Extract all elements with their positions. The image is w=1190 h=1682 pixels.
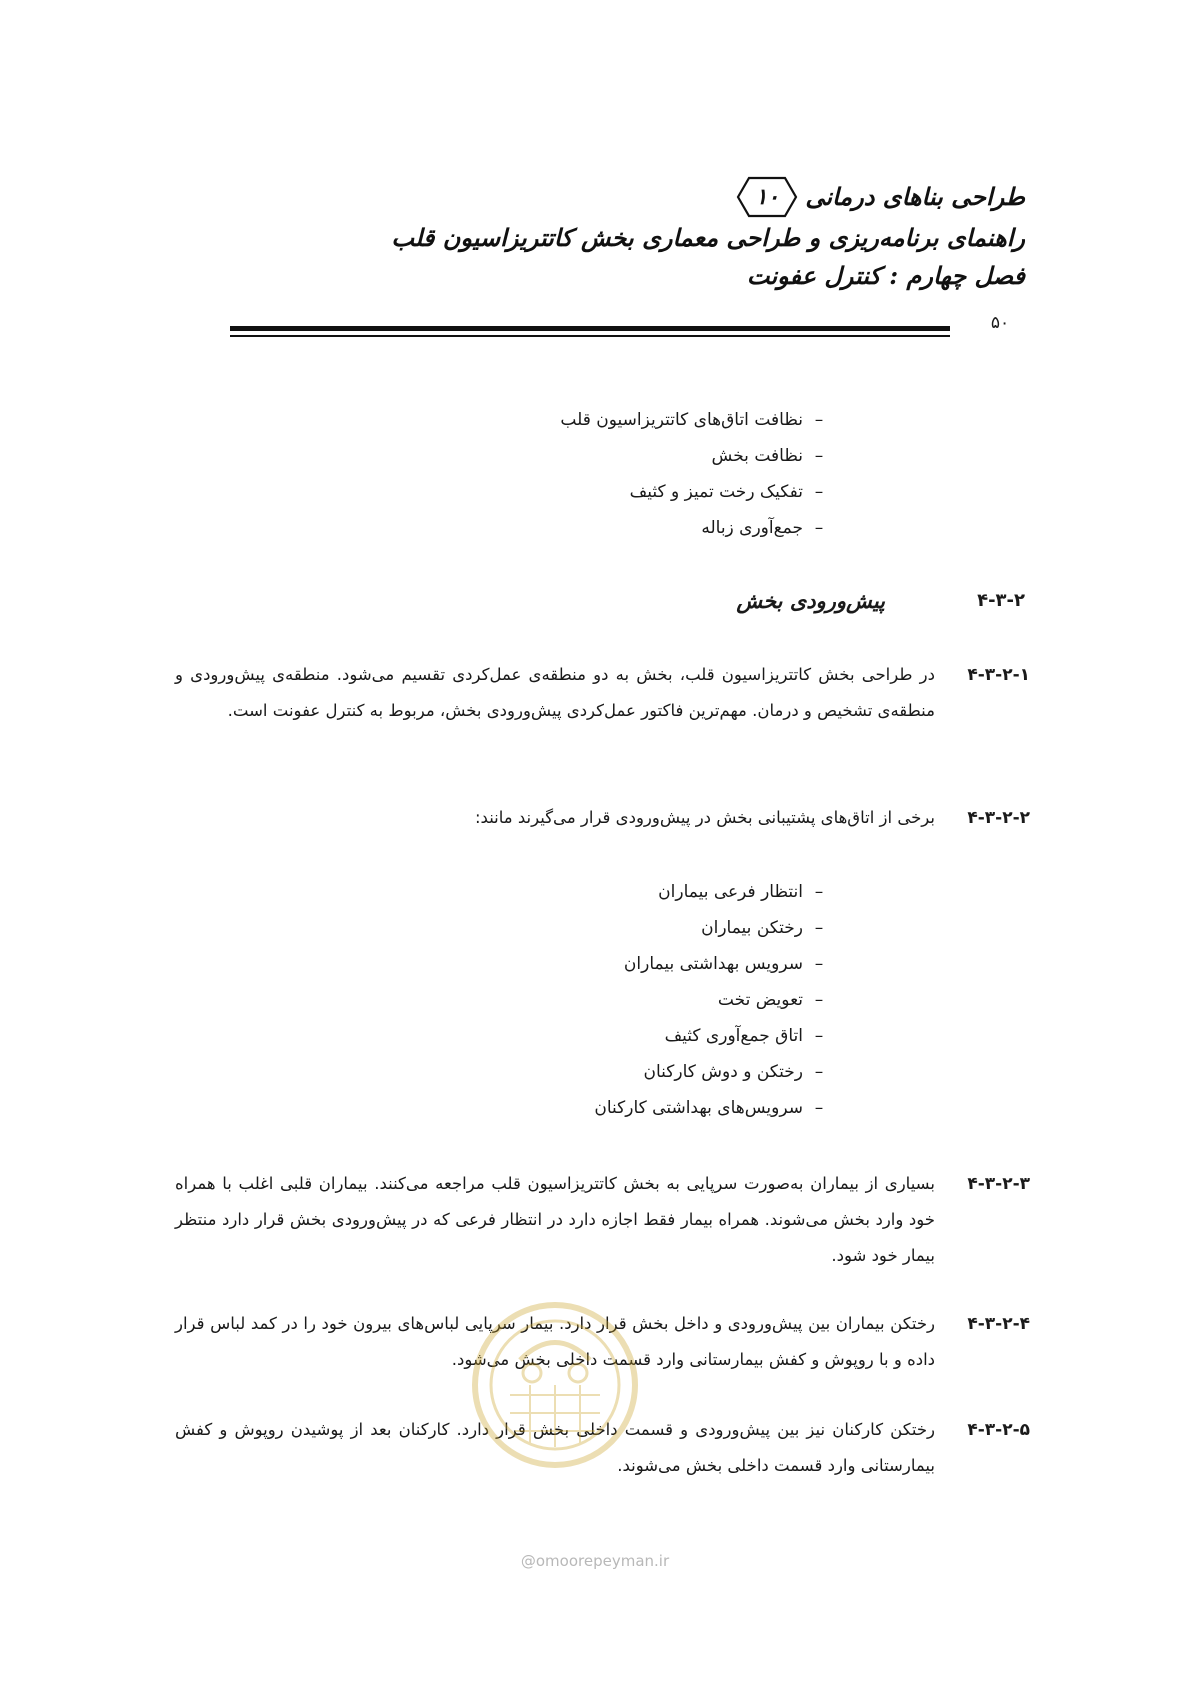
list-item-text: جمع‌آوری زباله <box>701 518 803 538</box>
book-title: راهنمای برنامه‌ریزی و طراحی معماری بخش کاتتریزاسیون قلب <box>391 223 1025 252</box>
paragraph <box>175 800 1030 836</box>
paragraph-text: بسیاری از بیماران به‌صورت سرپایی به بخش کاتتریزاسیون قلب مراجعه می‌کنند. بیماران قلبی اغلب با همراه خود وارد بخش می‌شوند. همراه بیمار فقط اجازه دارد در انتظار فرعی که در پیش‌ورودی بخش قرار دارد منتظر بیمار خود شود. <box>175 1174 935 1265</box>
list-item <box>560 474 835 510</box>
header-rule-thin <box>230 335 950 337</box>
header-rule-thick <box>230 326 950 331</box>
list-item <box>560 510 835 546</box>
list-item-text: سرویس بهداشتی بیماران <box>623 954 803 974</box>
paragraph-number: ۴-۳-۲-۵ <box>967 1420 1030 1440</box>
dash-bullet-icon: – <box>814 954 824 974</box>
list-item-text: رختکن و دوش کارکنان <box>643 1062 803 1082</box>
series-number-badge <box>735 175 799 219</box>
cleaning-list <box>560 402 835 546</box>
list-item <box>594 1054 835 1090</box>
page-header <box>325 175 1025 295</box>
list-item <box>594 946 835 982</box>
list-item <box>594 1018 835 1054</box>
paragraph-number: ۴-۳-۲-۱ <box>967 665 1030 685</box>
paragraph-number: ۴-۳-۲-۲ <box>967 808 1030 828</box>
paragraph-text: برخی از اتاق‌های پشتیبانی بخش در پیش‌ورودی قرار می‌گیرند مانند: <box>474 808 935 827</box>
paragraph-text: رختکن کارکنان نیز بین پیش‌ورودی و قسمت داخلی بخش قرار دارد. کارکنان بعد از پوشیدن روپوش و کفش بیمارستانی وارد قسمت داخلی بخش می‌شوند. <box>175 1420 935 1475</box>
list-item-text: رختکن بیماران <box>701 918 803 938</box>
section-heading <box>736 588 1025 613</box>
dash-bullet-icon: – <box>814 1062 824 1082</box>
dash-bullet-icon: – <box>814 446 824 466</box>
dash-bullet-icon: – <box>814 410 824 430</box>
chapter-title: فصل چهارم : کنترل عفونت <box>746 261 1025 290</box>
dash-bullet-icon: – <box>814 482 824 502</box>
dash-bullet-icon: – <box>814 990 824 1010</box>
dash-bullet-icon: – <box>814 918 824 938</box>
series-title-row <box>325 175 1025 219</box>
list-item <box>560 438 835 474</box>
watermark-logo-icon <box>470 1265 640 1505</box>
paragraph-number: ۴-۳-۲-۴ <box>967 1314 1030 1334</box>
watermark-url-text: omoorepeyman.ir <box>535 1552 670 1570</box>
list-item-text: تعویض تخت <box>717 990 803 1010</box>
series-title: طراحی بناهای درمانی <box>805 182 1025 211</box>
list-item <box>594 910 835 946</box>
list-item-text: انتظار فرعی بیماران <box>658 882 803 902</box>
list-item <box>560 402 835 438</box>
section-title: پیش‌ورودی بخش <box>736 588 885 613</box>
list-item <box>594 982 835 1018</box>
paragraph-number: ۴-۳-۲-۳ <box>967 1174 1030 1194</box>
at-icon: @ <box>520 1552 536 1570</box>
series-number: ۱۰ <box>755 184 780 210</box>
paragraph-text: در طراحی بخش کاتتریزاسیون قلب، بخش به دو منطقه‌ی عمل‌کردی تقسیم می‌شود. منطقه‌ی پیش‌ورودی و منطقه‌ی تشخیص و درمان. مهم‌ترین فاکتور عمل‌کردی پیش‌ورودی بخش، مربوط به کنترل عفونت است. <box>175 665 935 720</box>
list-item-text: تفکیک رخت تمیز و کثیف <box>629 482 803 502</box>
list-item <box>594 874 835 910</box>
page-number: ۵۰ <box>990 313 1010 333</box>
paragraph <box>175 1166 1030 1274</box>
dash-bullet-icon: – <box>814 518 824 538</box>
list-item-text: سرویس‌های بهداشتی کارکنان <box>594 1098 803 1118</box>
watermark-url <box>0 1552 1190 1570</box>
list-item-text: اتاق جمع‌آوری کثیف <box>664 1026 803 1046</box>
dash-bullet-icon: – <box>814 1098 824 1118</box>
paragraph <box>175 657 1030 729</box>
support-rooms-list <box>594 874 835 1126</box>
paragraph-text: رختکن بیماران بین پیش‌ورودی و داخل بخش قرار دارد. بیمار سرپایی لباس‌های بیرون خود را در کمد لباس قرار داده و با روپوش و کفش بیمارستانی وارد قسمت داخلی بخش می‌شود. <box>175 1314 935 1369</box>
dash-bullet-icon: – <box>814 882 824 902</box>
list-item-text: نظافت بخش <box>711 446 803 466</box>
list-item <box>594 1090 835 1126</box>
dash-bullet-icon: – <box>814 1026 824 1046</box>
list-item-text: نظافت اتاق‌های کاتتریزاسیون قلب <box>560 410 803 430</box>
section-number: ۴-۳-۲ <box>977 590 1025 611</box>
